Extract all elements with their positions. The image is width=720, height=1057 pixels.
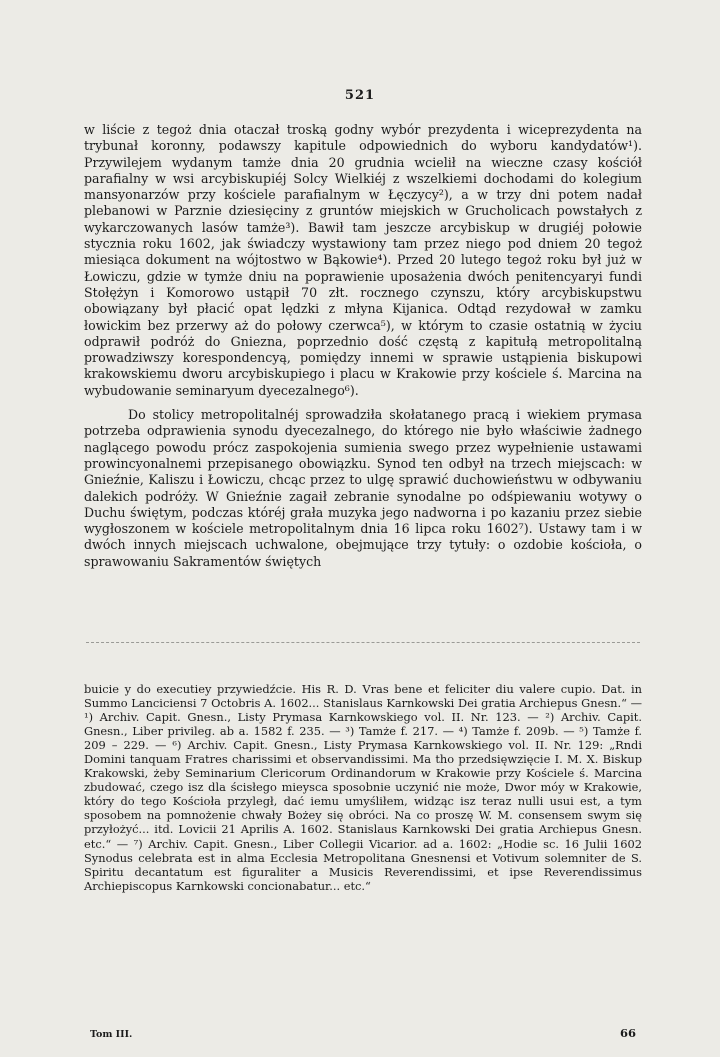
footnotes-text: buicie y do executiey przywiedźcie. His R. D. Vras bene et feliciter diu valere cupio. Dat. in Summo Lanciciensi 7 Octobris A. 1602... Stanislaus Karnkowski Dei gratia Archiepus Gnesn.“ — ¹) Archiv. Capit. Gnesn., Listy Prymasa Karnkowskiego vol. II. Nr. 123. — ²) Archiv. Capit. Gnesn., Liber privileg. ab a. 1582 f. 235. — ³) Tamże f. 217. — ⁴) Tamże f. 209b. — ⁵) Tamże f. 209 – 229. — ⁶) Archiv. Capit. Gnesn., Listy Prymasa Karnkowskiego vol. II. Nr. 129: „Rndi Domini tanquam Fratres charissimi et observandissimi. Ma tho przedsięwzięcie I. M. X. Biskup Krakowski, żeby Seminarium Clericorum Ordinandorum w Krakowie przy Kościele ś. Marcina zbudować, czego isz dla ścisłego mieysca sposobnie uczynić nie może, Dwor móy w Krakowie, który do tego Kościoła przyległ, dać iemu umyśliłem, widząc isz teraz nulli usui est, a tym sposobem na pomnożenie chwały Bożey się obróci. Na co proszę W. M. consensem swym się przyłożyć... itd. Lovicii 21 Aprilis A. 1602. Stanislaus Karnkowski Dei gratia Archiepus Gnesn. etc.“ — ⁷) Archiv. Capit. Gnesn., Liber Collegii Vicarior. ad a. 1602: „Hodie sc. 16 Julii 1602 Synodus celebrata est in alma Ecclesia Metropolitana Gnesnensi et Votivum solemniter de S. Spiritu decantatum est figuraliter a Musicis Reverendissimi, et ipse Reverendissimus Archiepiscopus Karnkowski concionabatur... etc.“ — [84, 682, 642, 893]
folio-number: 66 — [619, 1026, 636, 1040]
paragraph-1: w liście z tegoż dnia otaczał troską godny wybór prezydenta i wiceprezydenta na trybunał koronny, podawszy kapitule odpowiednich do wyboru kandydatów¹). Przywilejem wydanym tamże dnia 20 grudnia wcielił na wieczne czasy kościół parafialny w wsi arcybiskupiéj Solcy Wielkiéj z wszelkiemi dochodami do kolegium mansyonarzów przy kościele parafialnym w Łęczycy²), a w trzy dni potem nadał plebanowi w Parznie dziesięciny z gruntów miejskich w Grucholicach powstałych z wykarczowanych lasów tamże³). Bawił tam jeszcze arcybiskup w drugiéj połowie stycznia roku 1602, jak świadczy wystawiony tam przez niego pod dniem 20 tegoż miesiąca dokument na wójtostwo w Bąkowie⁴). Przed 20 lutego tegoż roku był już w Łowiczu, gdzie w tymże dniu na poprawienie uposażenia dwóch penitencyaryi fundi Stołężyn i Komorowo ustąpił 70 złt. rocznego czynszu, który arcybiskupstwu obowiązany był płacić opat lędzki z młyna Kijanica. Odtąd rezydował w zamku łowickim bez przerwy aż do połowy czerwca⁵), w którym to czasie ostatnią w życiu odprawił podróż do Gniezna, poprzednio dość częstą z kapitułą metropolitalną prowadziwszy korespondencyą, pomiędzy innemi w sprawie ustąpienia biskupowi krakowskiemu dworu arcybiskupiego i placu w Krakowie przy kościele ś. Marcina na wybudowanie seminaryum dyecezalnego⁶). — [84, 122, 642, 398]
footnote-divider — [86, 642, 640, 643]
main-text — [84, 122, 642, 570]
footnotes — [84, 682, 642, 893]
paragraph-2: Do stolicy metropolitalnéj sprowadziła skołatanego pracą i wiekiem prymasa potrzeba odprawienia synodu dyecezalnego, do którego nie było właściwie żadnego naglącego powodu prócz zaspokojenia sumienia swego przez wypełnienie ustawami prowincyonalnemi przepisanego obowiązku. Synod ten odbył na trzech miejscach: w Gnieźnie, Kaliszu i Łowiczu, chcąc przez to ulgę sprawić duchowieństwu w odbywaniu dalekich podróży. W Gnieźnie zagaił zebranie synodalne po odśpiewaniu wotywy o Duchu świętym, podczas któréj grała muzyka jego nadworna i po kazaniu przez siebie wygłoszonem w kościele metropolitalnym dnia 16 lipca roku 1602⁷). Ustawy tam i w dwóch innych miejscach uchwalone, obejmujące trzy tytuły: o ozdobie kościoła, o sprawowaniu Sakramentów świętych — [84, 407, 642, 569]
page-number: 521 — [344, 88, 376, 103]
volume-signature: Tom III. — [90, 1029, 133, 1040]
